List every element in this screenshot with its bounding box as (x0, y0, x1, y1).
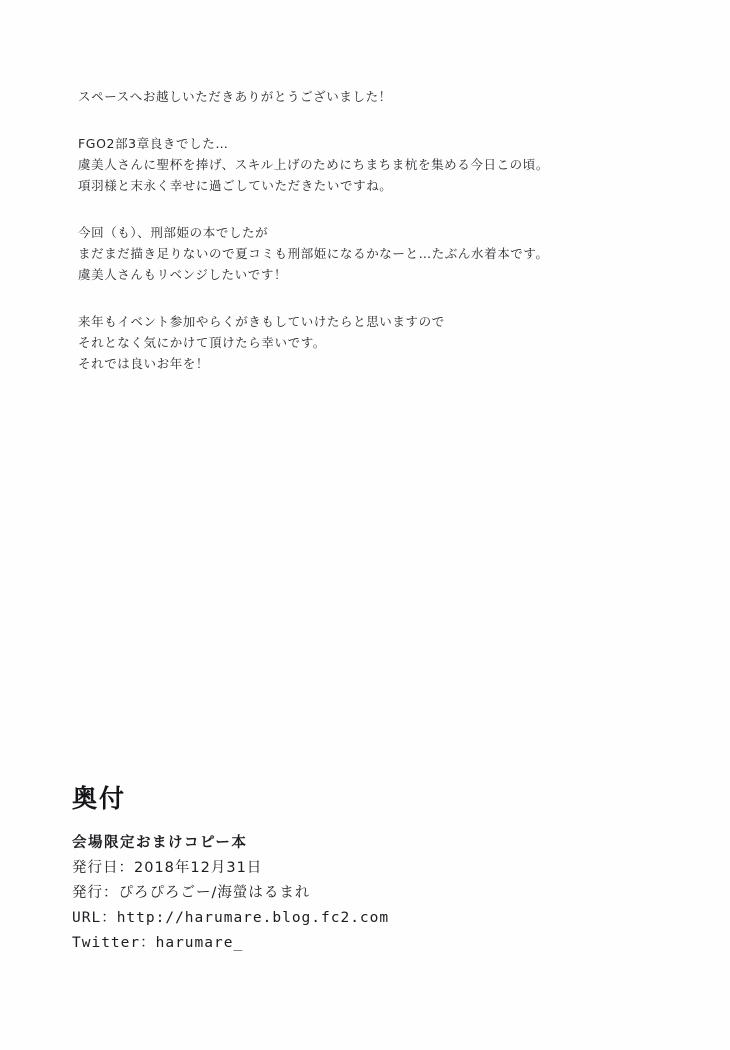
afterword-line: 項羽様と末永く幸せに過ごしていただきたいですね。 (78, 178, 393, 193)
colophon-twitter: Twitter：harumare_ (72, 934, 244, 951)
colophon-book-title: 会場限定おまけコピー本 (72, 834, 248, 851)
afterword-line: スペースへお越しいただきありがとうございました！ (78, 89, 392, 104)
colophon-section (72, 785, 632, 956)
colophon-list (72, 831, 632, 956)
afterword-line: それとなく気にかけて頂けたら幸いです。 (78, 335, 326, 350)
afterword-paragraph (78, 222, 658, 285)
colophon-publisher: 発行：ぴろぴろごー/海螢はるまれ (72, 884, 311, 901)
afterword-line: 虞美人さんに聖杯を捧げ、スキル上げのためにちまちま杭を集める今日この頃。 (78, 157, 549, 172)
afterword-line: 今回（も）、刑部姫の本でしたが (78, 225, 269, 240)
afterword-paragraph (78, 86, 658, 107)
colophon-title: 奥付 (72, 784, 127, 813)
afterword-line: それでは良いお年を！ (78, 356, 210, 371)
afterword-line: まだまだ描き足りないので夏コミも刑部姫になるかなーと…たぶん水着本です。 (78, 246, 549, 261)
afterword-paragraph (78, 133, 658, 196)
afterword-line: FGO2部3章良きでした… (78, 136, 229, 151)
afterword-line: 虞美人さんもリベンジしたいです！ (78, 267, 288, 282)
colophon-publish-date: 発行日：2018年12月31日 (72, 859, 263, 876)
afterword-section (78, 86, 658, 374)
colophon-url: URL：http://harumare.blog.fc2.com (72, 909, 390, 926)
afterword-line: 来年もイベント参加やらくがきもしていけたらと思いますので (78, 314, 445, 329)
afterword-paragraph (78, 311, 658, 374)
